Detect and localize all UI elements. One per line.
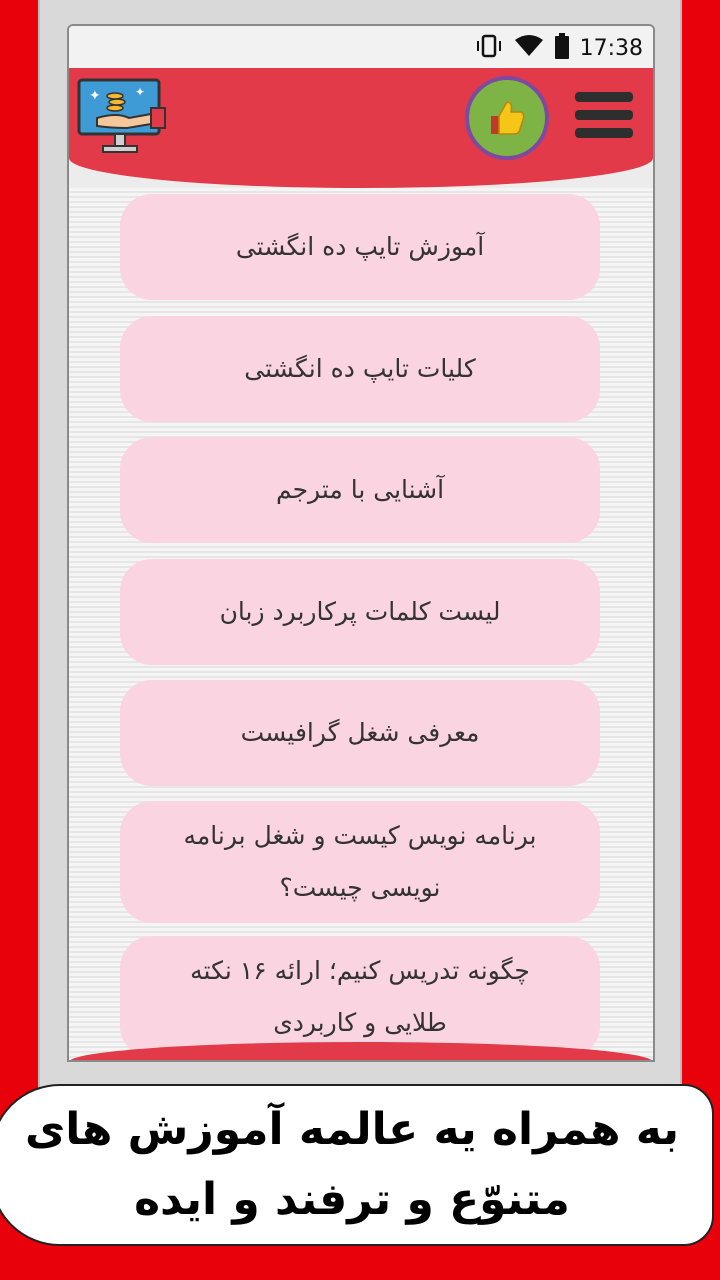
list-item-label: آشنایی با مترجم: [275, 475, 445, 504]
hamburger-menu-icon[interactable]: [575, 92, 633, 142]
thumbs-up-icon[interactable]: [465, 76, 549, 160]
list-item[interactable]: [120, 936, 600, 1058]
status-bar: [69, 26, 653, 70]
promo-caption: [0, 1084, 714, 1246]
status-time: 17:38: [579, 35, 643, 61]
caption-text: به همراه یه عالمه آموزش های متنوّع و ترفند و ایده: [24, 1104, 680, 1225]
list-item[interactable]: [120, 680, 600, 786]
list-item-label: کلیات تایپ ده انگشتی: [244, 354, 476, 383]
wifi-icon: [514, 34, 544, 62]
svg-text:✦: ✦: [89, 88, 101, 104]
list-item-label: معرفی شغل گرافیست: [240, 718, 480, 747]
battery-icon: [554, 33, 570, 63]
list-item-label: برنامه نویس کیست و شغل برنامه نویسی چیست؟: [183, 821, 537, 902]
money-computer-icon: [77, 78, 167, 158]
list-item[interactable]: [120, 437, 600, 543]
list-item-label: لیست کلمات پرکاربرد زبان: [219, 597, 501, 626]
app-header: [69, 68, 653, 188]
menu-list: [69, 188, 653, 1060]
list-item[interactable]: [120, 194, 600, 300]
list-item[interactable]: [120, 559, 600, 665]
phone-screen: [67, 24, 655, 1062]
list-item[interactable]: [120, 316, 600, 422]
list-item-label: چگونه تدریس کنیم؛ ارائه ۱۶ نکته طلایی و کاربردی: [190, 956, 530, 1037]
svg-text:✦: ✦: [135, 85, 146, 99]
vibrate-icon: [474, 34, 504, 62]
list-item-label: آموزش تایپ ده انگشتی: [235, 232, 485, 261]
list-item[interactable]: [120, 801, 600, 923]
